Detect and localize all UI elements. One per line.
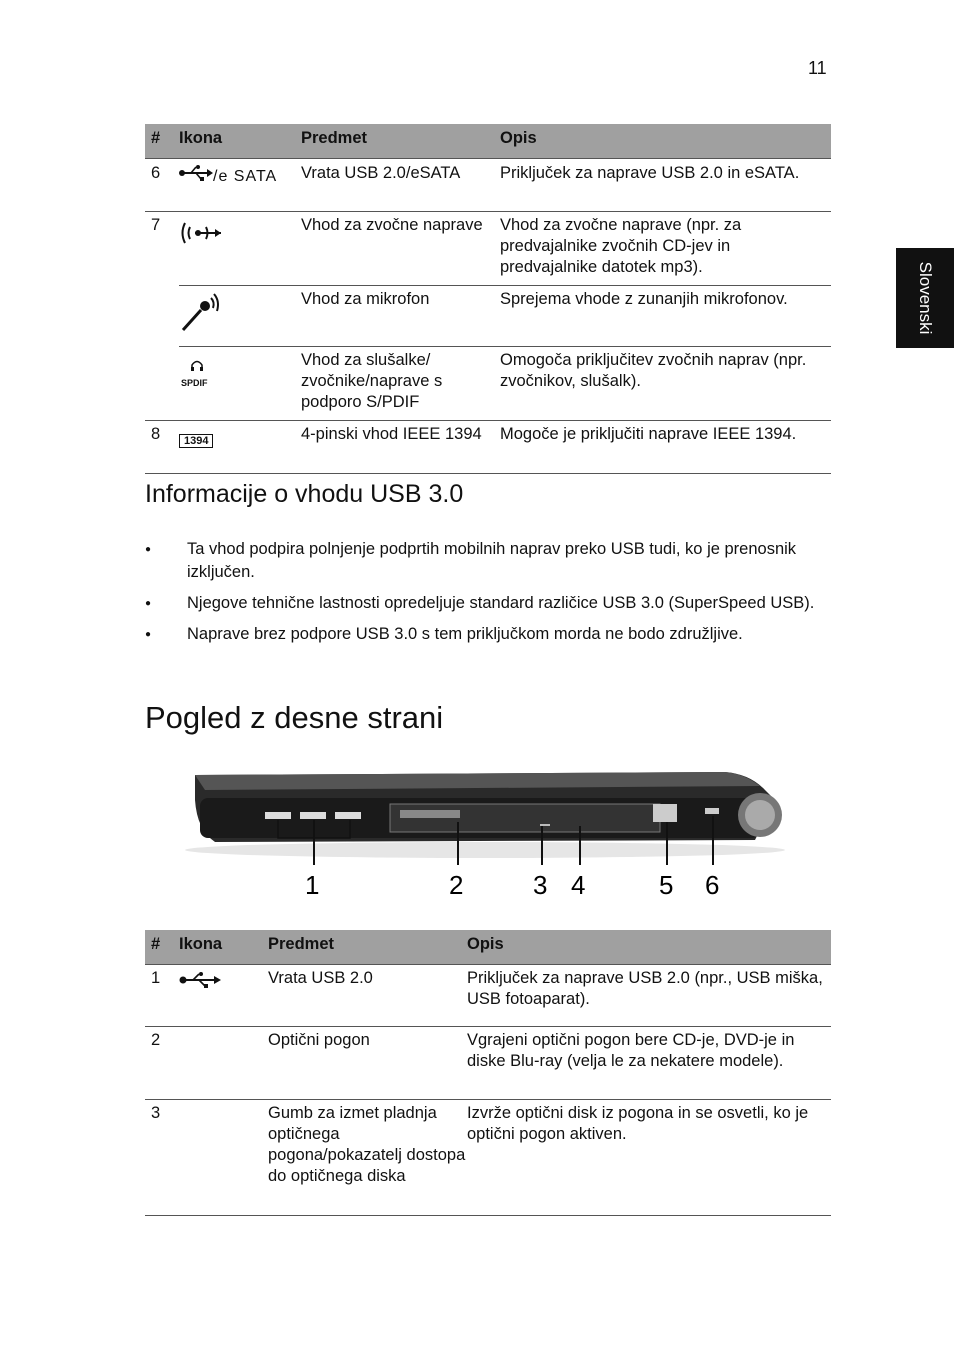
row-num <box>145 347 179 421</box>
header-num: # <box>145 124 179 159</box>
usb-esata-icon <box>179 159 301 212</box>
row-desc: Priključek za naprave USB 2.0 in eSATA. <box>500 159 831 212</box>
table-row <box>145 1027 831 1100</box>
ieee1394-icon <box>179 421 301 474</box>
row-item: Vhod za zvočne naprave <box>301 212 500 286</box>
row-item: Gumb za izmet pladnja optičnega pogona/pokazatelj dostopa do optičnega diska <box>268 1100 467 1216</box>
audio-in-icon <box>179 212 301 286</box>
esata-icon-text: /e SATA <box>213 168 278 185</box>
header-icon: Ikona <box>179 930 268 965</box>
callout-6: 6 <box>705 870 720 900</box>
header-icon: Ikona <box>179 124 301 159</box>
row-icon <box>179 1027 268 1100</box>
row-desc: Mogoče je priključiti naprave IEEE 1394. <box>500 421 831 474</box>
row-num: 3 <box>145 1100 179 1216</box>
row-item: Vrata USB 2.0 <box>268 965 467 1027</box>
list-item: ● Njegove tehnične lastnosti opredeljuje standard različice USB 3.0 (SuperSpeed USB). <box>145 592 845 615</box>
row-num: 8 <box>145 421 179 474</box>
row-item: Vhod za slušalke/ zvočnike/naprave s podporo S/PDIF <box>301 347 500 421</box>
list-item: ● Naprave brez podpore USB 3.0 s tem priključkom morda ne bodo združljive. <box>145 623 845 646</box>
table-row <box>145 347 831 421</box>
row-item: Vrata USB 2.0/eSATA <box>301 159 500 212</box>
callout-3: 3 <box>533 870 548 900</box>
callout-1: 1 <box>305 870 320 900</box>
table-row <box>145 421 831 474</box>
table-row <box>145 965 831 1027</box>
row-desc: Priključek za naprave USB 2.0 (npr., USB miška, USB fotoaparat). <box>467 965 831 1027</box>
laptop-right-side-diagram <box>175 760 795 900</box>
row-desc: Omogoča priključitev zvočnih naprav (npr. zvočnikov, slušalk). <box>500 347 831 421</box>
row-num: 7 <box>151 216 161 234</box>
row-num <box>145 286 179 347</box>
table-header <box>145 930 831 965</box>
row-num: 6 <box>145 159 179 212</box>
row-item: 4-pinski vhod IEEE 1394 <box>301 421 500 474</box>
callout-5: 5 <box>659 870 674 900</box>
language-tab <box>896 248 954 348</box>
table-row <box>145 286 831 347</box>
header-desc: Opis <box>500 124 831 159</box>
page-number: 11 <box>808 58 827 78</box>
row-desc: Izvrže optični disk iz pogona in se osvetli, ko je optični pogon aktiven. <box>467 1100 831 1216</box>
callout-4: 4 <box>571 870 586 900</box>
ports-table-left <box>145 124 831 474</box>
usb3-bullet-list <box>145 538 845 654</box>
section-title: Pogled z desne strani <box>145 700 444 735</box>
callout-2: 2 <box>449 870 464 900</box>
row-num: 2 <box>145 1027 179 1100</box>
list-item: ● Ta vhod podpira polnjenje podprtih mobilnih naprav preko USB tudi, ko je prenosnik izključen. <box>145 538 845 584</box>
usb3-heading: Informacije o vhodu USB 3.0 <box>145 480 464 508</box>
header-item: Predmet <box>268 930 467 965</box>
language-tab-label: Slovenski <box>916 261 935 335</box>
usb-icon <box>179 965 268 1027</box>
header-desc: Opis <box>467 930 831 965</box>
table-header <box>145 124 831 159</box>
table-row <box>145 159 831 212</box>
row-item: Vhod za mikrofon <box>301 286 500 347</box>
header-num: # <box>145 930 179 965</box>
spdif-icon-text: SPDIF <box>181 378 208 388</box>
ieee1394-icon-text: 1394 <box>179 434 213 448</box>
row-item: Optični pogon <box>268 1027 467 1100</box>
ports-table-right <box>145 930 831 1216</box>
row-desc: Vhod za zvočne naprave (npr. za predvajalnike zvočnih CD-jev in predvajalnike datotek mp3). <box>500 212 831 286</box>
row-num: 1 <box>145 965 179 1027</box>
row-desc: Vgrajeni optični pogon bere CD-je, DVD-je in diske Blu-ray (velja le za nekatere modele). <box>467 1027 831 1100</box>
row-icon <box>179 1100 268 1216</box>
microphone-icon <box>179 286 301 347</box>
table-row <box>145 212 831 286</box>
header-item: Predmet <box>301 124 500 159</box>
table-row <box>145 1100 831 1216</box>
row-desc: Sprejema vhode z zunanjih mikrofonov. <box>500 286 831 347</box>
headphone-spdif-icon <box>179 347 301 421</box>
